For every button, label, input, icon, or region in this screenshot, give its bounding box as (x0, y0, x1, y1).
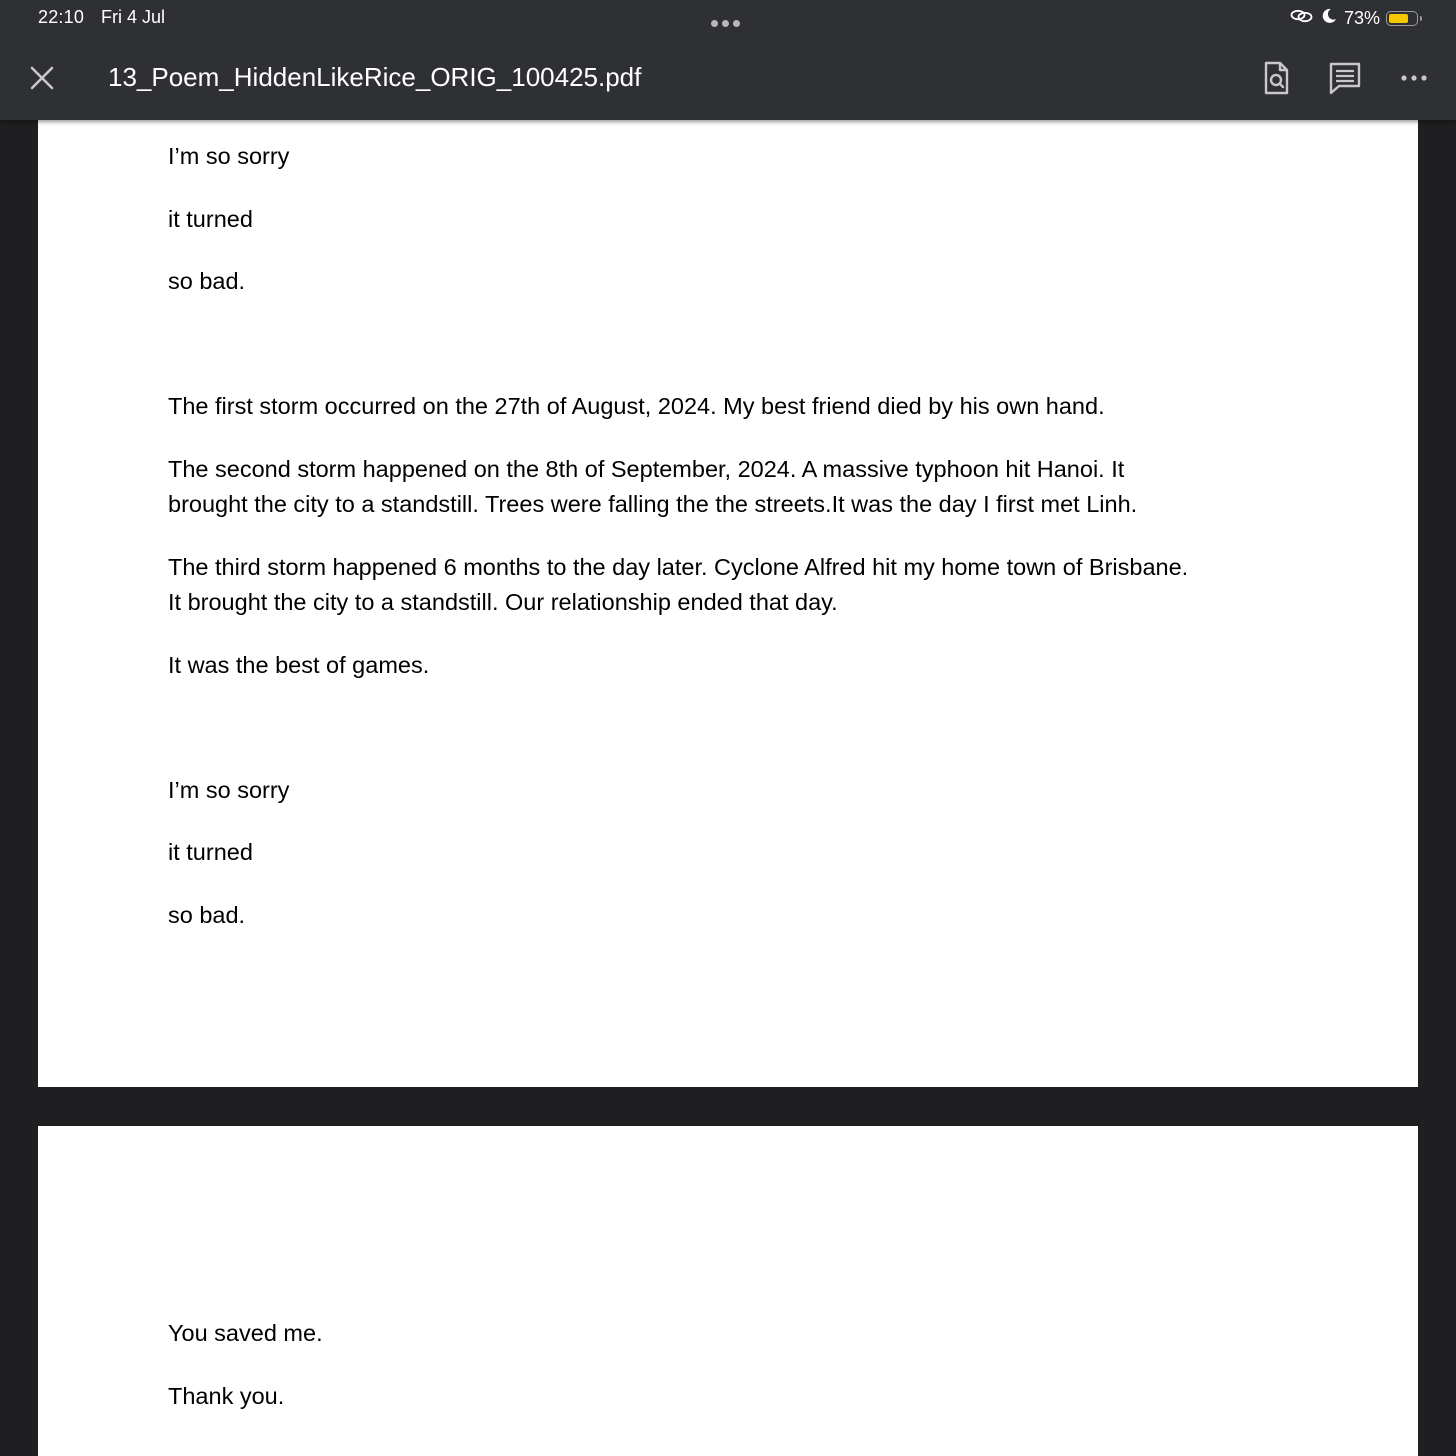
status-date: Fri 4 Jul (101, 7, 166, 27)
pdf-page (38, 120, 1418, 1087)
paragraph-line: It was the best of games. (168, 652, 430, 678)
poem-line: so bad. (168, 902, 246, 928)
poem-line: I’m so sorry (168, 143, 290, 169)
find-in-page-button[interactable] (1256, 58, 1296, 98)
pdf-viewer[interactable] (0, 120, 1456, 1456)
poem-line: it turned (168, 839, 253, 865)
poem-line: Thank you. (168, 1383, 285, 1409)
status-time: 22:10 (38, 7, 85, 27)
document-title: 13_Poem_HiddenLikeRice_ORIG_100425.pdf (108, 62, 642, 92)
comment-icon (1325, 58, 1365, 98)
paragraph-line: It brought the city to a standstill. Our relationship ended that day. (168, 589, 838, 615)
multitasking-handle[interactable] (711, 14, 745, 22)
more-options-button[interactable] (1394, 58, 1434, 98)
poem-line: You saved me. (168, 1320, 323, 1346)
paragraph-line: The third storm happened 6 months to the day later. Cyclone Alfred hit my home town of Brisbane. (168, 554, 1189, 580)
paragraph-line: brought the city to a standstill. Trees were falling the the streets.It was the day I first met Linh. (168, 491, 1138, 517)
link-icon (1290, 7, 1314, 30)
paragraph-line: The second storm happened on the 8th of September, 2024. A massive typhoon hit Hanoi. It (168, 456, 1125, 482)
close-button[interactable] (24, 60, 60, 96)
status-indicators (1290, 6, 1418, 30)
moon-icon (1320, 7, 1338, 30)
find-in-page-icon (1256, 58, 1296, 98)
poem-line: it turned (168, 206, 253, 232)
comment-button[interactable] (1325, 58, 1365, 98)
paragraph-line: The first storm occurred on the 27th of August, 2024. My best friend died by his own hand. (168, 393, 1105, 419)
battery-percent: 73% (1343, 7, 1380, 28)
more-icon (1394, 58, 1434, 98)
poem-line: I’m so sorry (168, 777, 290, 803)
battery-fill (1389, 14, 1408, 23)
poem-line: so bad. (168, 268, 246, 294)
close-icon (24, 60, 60, 96)
pdf-page (38, 1126, 1418, 1456)
status-bar (0, 0, 1456, 36)
battery-icon (1386, 11, 1418, 26)
pdf-toolbar (0, 36, 1456, 120)
